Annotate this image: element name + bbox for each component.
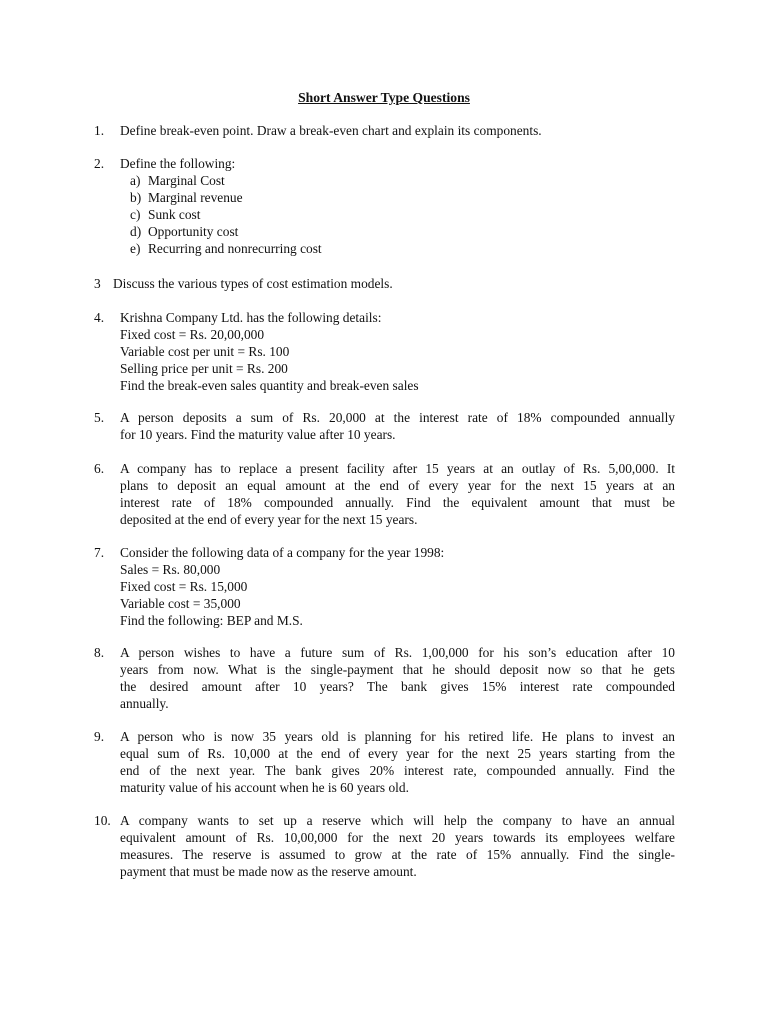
- question-text: Krishna Company Ltd. has the following details:: [120, 310, 382, 325]
- question-text: deposited at the end of every year for the next 15 years.: [120, 512, 418, 527]
- question-text: measures. The reserve is assumed to grow at the rate of 15% annually. Find the single-: [120, 847, 675, 862]
- question-9: [94, 728, 675, 796]
- sub-item: [130, 189, 675, 206]
- page-title: Short Answer Type Questions: [298, 90, 470, 105]
- question-number: 2.: [94, 156, 105, 171]
- question-text: for 10 years. Find the maturity value after 10 years.: [120, 427, 396, 442]
- question-text: maturity value of his account when he is 60 years old.: [120, 780, 409, 795]
- sub-item-text: Marginal revenue: [148, 190, 243, 205]
- sub-item-label: a): [130, 173, 141, 188]
- question-text: Consider the following data of a company for the year 1998:: [120, 545, 445, 560]
- question-text: annually.: [120, 696, 169, 711]
- question-number: 4.: [94, 310, 105, 325]
- question-text: A person wishes to have a future sum of Rs. 1,00,000 for his son’s education after 10: [120, 645, 675, 660]
- question-text: A person deposits a sum of Rs. 20,000 at the interest rate of 18% compounded annually: [120, 410, 675, 425]
- question-10: [94, 812, 675, 880]
- question-2: [94, 155, 675, 257]
- question-text: Selling price per unit = Rs. 200: [120, 361, 288, 376]
- question-3: [94, 275, 675, 292]
- sub-item: [130, 206, 675, 223]
- sub-item: [130, 172, 675, 189]
- question-6: [94, 460, 675, 528]
- question-text: Fixed cost = Rs. 20,00,000: [120, 327, 265, 342]
- question-text: equal sum of Rs. 10,000 at the end of every year for the next 25 years starting from the: [120, 746, 675, 761]
- sub-item-text: Sunk cost: [148, 207, 201, 222]
- question-text: A company wants to set up a reserve which will help the company to have an annual: [120, 813, 675, 828]
- question-text: Fixed cost = Rs. 15,000: [120, 579, 248, 594]
- sub-item-text: Opportunity cost: [148, 224, 239, 239]
- sub-item-label: b): [130, 190, 142, 205]
- sub-item-label: d): [130, 224, 142, 239]
- question-text: Variable cost per unit = Rs. 100: [120, 344, 290, 359]
- question-number: 9.: [94, 729, 105, 744]
- sub-item-list: [130, 172, 675, 257]
- sub-item-label: c): [130, 207, 141, 222]
- question-5: [94, 409, 675, 443]
- sub-item-label: e): [130, 241, 141, 256]
- question-text: Define break-even point. Draw a break-even chart and explain its components.: [120, 123, 542, 138]
- question-text: Find the following: BEP and M.S.: [120, 613, 303, 628]
- question-text: Variable cost = 35,000: [120, 596, 241, 611]
- question-text: A company has to replace a present facility after 15 years at an outlay of Rs. 5,00,000. It: [120, 461, 675, 476]
- question-text: Discuss the various types of cost estimation models.: [113, 276, 393, 291]
- question-number: 7.: [94, 545, 105, 560]
- question-text: payment that must be made now as the reserve amount.: [120, 864, 417, 879]
- sub-item-text: Recurring and nonrecurring cost: [148, 241, 322, 256]
- question-text: interest rate of 18% compounded annually. Find the equivalent amount that must be: [120, 495, 675, 510]
- question-text: equivalent amount of Rs. 10,00,000 for the next 20 years towards its employees welfare: [120, 830, 675, 845]
- sub-item: [130, 240, 675, 257]
- question-8: [94, 644, 675, 712]
- question-text: Define the following:: [120, 156, 236, 171]
- question-4: [94, 309, 675, 394]
- question-text: Sales = Rs. 80,000: [120, 562, 221, 577]
- question-number: 3: [94, 276, 101, 291]
- question-text: Find the break-even sales quantity and break-even sales: [120, 378, 419, 393]
- question-1: [94, 122, 675, 139]
- question-number: 1.: [94, 123, 105, 138]
- question-number: 8.: [94, 645, 105, 660]
- question-text: years from now. What is the single-payment that he should deposit now so that he gets: [120, 662, 675, 677]
- sub-item: [130, 223, 675, 240]
- question-number: 6.: [94, 461, 105, 476]
- sub-item-text: Marginal Cost: [148, 173, 225, 188]
- question-text: end of the next year. The bank gives 20% interest rate, compounded annually. Find the: [120, 763, 675, 778]
- question-number: 10.: [94, 813, 111, 828]
- question-7: [94, 544, 675, 629]
- question-text: A person who is now 35 years old is planning for his retired life. He plans to invest an: [120, 729, 675, 744]
- question-text: plans to deposit an equal amount at the end of every year for the next 15 years at an: [120, 478, 675, 493]
- question-number: 5.: [94, 410, 105, 425]
- question-text: the desired amount after 10 years? The bank gives 15% interest rate compounded: [120, 679, 675, 694]
